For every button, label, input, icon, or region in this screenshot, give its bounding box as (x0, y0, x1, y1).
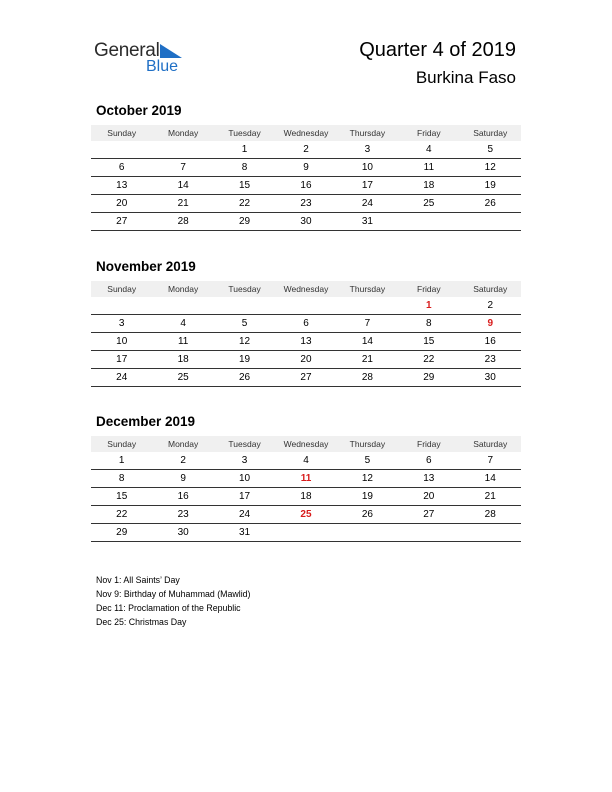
month-title: December 2019 (96, 414, 196, 429)
holiday-date-cell: 1 (426, 300, 432, 311)
weekday-header: Sunday (107, 128, 137, 138)
date-cell: 21 (361, 354, 373, 365)
date-cell: 29 (423, 372, 435, 383)
week-row (91, 333, 521, 351)
date-cell: 30 (484, 372, 496, 383)
date-cell (398, 524, 459, 541)
weekday-header: Tuesday (228, 128, 261, 138)
weekday-header: Sunday (107, 439, 137, 449)
weekday-header: Wednesday (283, 128, 329, 138)
date-cell: 16 (484, 336, 496, 347)
date-cell: 1 (241, 144, 248, 155)
weekday-header: Sunday (107, 284, 137, 294)
date-cell: 20 (300, 354, 312, 365)
date-cell: 13 (300, 336, 312, 347)
date-cell: 6 (118, 162, 125, 173)
date-cell: 14 (484, 473, 496, 484)
date-cell: 12 (484, 162, 496, 173)
date-cell: 9 (303, 162, 309, 173)
date-cell: 5 (364, 455, 371, 466)
date-cell: 10 (361, 162, 373, 173)
date-cell: 12 (361, 473, 373, 484)
holiday-note: Nov 1: All Saints’ Day (96, 575, 180, 585)
date-cell: 2 (487, 300, 494, 311)
date-cell: 18 (300, 491, 312, 502)
holiday-notes (96, 573, 251, 629)
weekday-header: Saturday (473, 128, 508, 138)
date-cell: 27 (116, 216, 128, 227)
weekday-header: Monday (168, 128, 199, 138)
date-cell: 23 (177, 509, 189, 520)
week-row (91, 159, 521, 177)
page-title: Quarter 4 of 2019 (359, 39, 516, 61)
date-cell: 22 (423, 354, 435, 365)
weekday-header: Saturday (473, 284, 508, 294)
weekday-header: Monday (168, 439, 199, 449)
date-cell: 28 (361, 372, 373, 383)
month-calendar (91, 413, 521, 542)
holiday-note: Dec 25: Christmas Day (96, 617, 187, 627)
date-cell: 19 (484, 180, 496, 191)
holiday-date-cell: 25 (300, 509, 312, 520)
weekday-header: Thursday (349, 284, 386, 294)
date-cell: 3 (241, 455, 248, 466)
date-cell: 10 (238, 473, 251, 484)
date-cell: 18 (423, 180, 435, 191)
week-row (91, 351, 521, 369)
month-title: October 2019 (96, 103, 182, 118)
week-row (91, 195, 521, 213)
date-cell: 14 (177, 180, 189, 191)
date-cell: 5 (487, 144, 494, 155)
date-cell: 25 (177, 372, 189, 383)
date-cell: 6 (426, 455, 432, 466)
date-cell: 8 (241, 162, 248, 173)
date-cell: 24 (238, 509, 251, 520)
month-calendar (91, 258, 521, 387)
date-cell (152, 297, 213, 314)
weekday-header: Wednesday (283, 439, 329, 449)
date-cell: 26 (484, 198, 496, 209)
week-row (91, 213, 521, 231)
date-cell: 17 (361, 180, 373, 191)
holiday-note: Nov 9: Birthday of Muhammad (Mawlid) (96, 589, 251, 599)
date-cell: 28 (177, 216, 189, 227)
date-cell: 20 (116, 198, 128, 209)
date-cell: 27 (300, 372, 312, 383)
date-cell: 18 (177, 354, 189, 365)
date-cell (275, 524, 336, 541)
date-cell (337, 524, 398, 541)
date-cell: 22 (238, 198, 251, 209)
date-cell: 12 (238, 336, 251, 347)
weekday-header: Tuesday (228, 439, 261, 449)
date-cell: 2 (180, 455, 186, 466)
date-cell: 28 (484, 509, 496, 520)
holiday-note: Dec 11: Proclamation of the Republic (96, 603, 241, 613)
logo-triangle-icon (160, 44, 182, 58)
date-cell: 30 (300, 216, 312, 227)
week-row (91, 524, 521, 542)
week-row (91, 177, 521, 195)
holiday-date-cell: 11 (300, 473, 312, 484)
date-cell: 29 (238, 216, 251, 227)
date-cell: 11 (423, 162, 435, 173)
date-cell: 1 (118, 455, 125, 466)
date-cell: 14 (361, 336, 373, 347)
date-cell: 17 (238, 491, 251, 502)
date-cell: 26 (238, 372, 251, 383)
date-cell (152, 141, 213, 158)
weekday-header: Wednesday (283, 284, 329, 294)
date-cell: 15 (116, 491, 128, 502)
month-calendar (91, 102, 521, 231)
date-cell: 3 (364, 144, 371, 155)
date-cell: 20 (423, 491, 435, 502)
week-row (91, 369, 521, 387)
date-cell: 13 (423, 473, 435, 484)
date-cell: 3 (118, 318, 125, 329)
date-cell: 7 (180, 162, 186, 173)
country-name: Burkina Faso (415, 68, 516, 87)
date-cell: 23 (300, 198, 312, 209)
weekday-header-row (91, 125, 521, 141)
week-row (91, 297, 521, 315)
week-row (91, 141, 521, 159)
date-cell: 31 (361, 216, 373, 227)
date-cell: 15 (423, 336, 435, 347)
date-cell: 6 (303, 318, 309, 329)
date-cell: 9 (180, 473, 186, 484)
date-cell (91, 141, 152, 158)
date-cell: 8 (118, 473, 125, 484)
week-row (91, 470, 521, 488)
date-cell: 30 (177, 527, 189, 538)
date-cell: 31 (238, 527, 251, 538)
weekday-header: Tuesday (228, 284, 261, 294)
date-cell: 4 (180, 318, 186, 329)
date-cell: 4 (303, 455, 309, 466)
date-cell: 17 (116, 354, 128, 365)
date-cell (91, 297, 152, 314)
logo-text-blue: Blue (146, 58, 179, 75)
weekday-header: Monday (168, 284, 199, 294)
weekday-header: Thursday (349, 439, 386, 449)
date-cell (460, 213, 521, 230)
date-cell: 5 (241, 318, 248, 329)
date-cell: 26 (361, 509, 373, 520)
date-cell: 16 (177, 491, 189, 502)
date-cell: 13 (116, 180, 128, 191)
date-cell: 16 (300, 180, 312, 191)
weekday-header: Thursday (349, 128, 386, 138)
date-cell: 27 (423, 509, 435, 520)
date-cell: 19 (238, 354, 251, 365)
date-cell: 2 (303, 144, 309, 155)
date-cell: 8 (426, 318, 432, 329)
week-row (91, 488, 521, 506)
date-cell (460, 524, 521, 541)
date-cell: 25 (423, 198, 435, 209)
week-row (91, 506, 521, 524)
week-row (91, 452, 521, 470)
weekday-header-row (91, 281, 521, 297)
date-cell (275, 297, 336, 314)
date-cell: 23 (484, 354, 496, 365)
month-title: November 2019 (96, 259, 196, 274)
date-cell: 24 (116, 372, 128, 383)
generalblue-logo (94, 40, 194, 80)
date-cell: 22 (116, 509, 128, 520)
date-cell (214, 297, 275, 314)
date-cell: 29 (116, 527, 128, 538)
holiday-date-cell: 9 (487, 318, 494, 329)
logo-text-general: General (94, 40, 160, 61)
date-cell: 21 (177, 198, 189, 209)
weekday-header: Saturday (473, 439, 508, 449)
date-cell: 15 (238, 180, 251, 191)
date-cell: 7 (364, 318, 371, 329)
date-cell: 19 (361, 491, 373, 502)
date-cell: 24 (361, 198, 373, 209)
weekday-header: Friday (417, 128, 441, 138)
weekday-header-row (91, 436, 521, 452)
date-cell: 4 (426, 144, 432, 155)
date-cell: 7 (487, 455, 494, 466)
date-cell: 11 (177, 336, 189, 347)
date-cell: 10 (116, 336, 128, 347)
date-cell: 21 (484, 491, 496, 502)
weekday-header: Friday (417, 439, 441, 449)
weekday-header: Friday (417, 284, 441, 294)
date-cell (337, 297, 398, 314)
week-row (91, 315, 521, 333)
date-cell (398, 213, 459, 230)
